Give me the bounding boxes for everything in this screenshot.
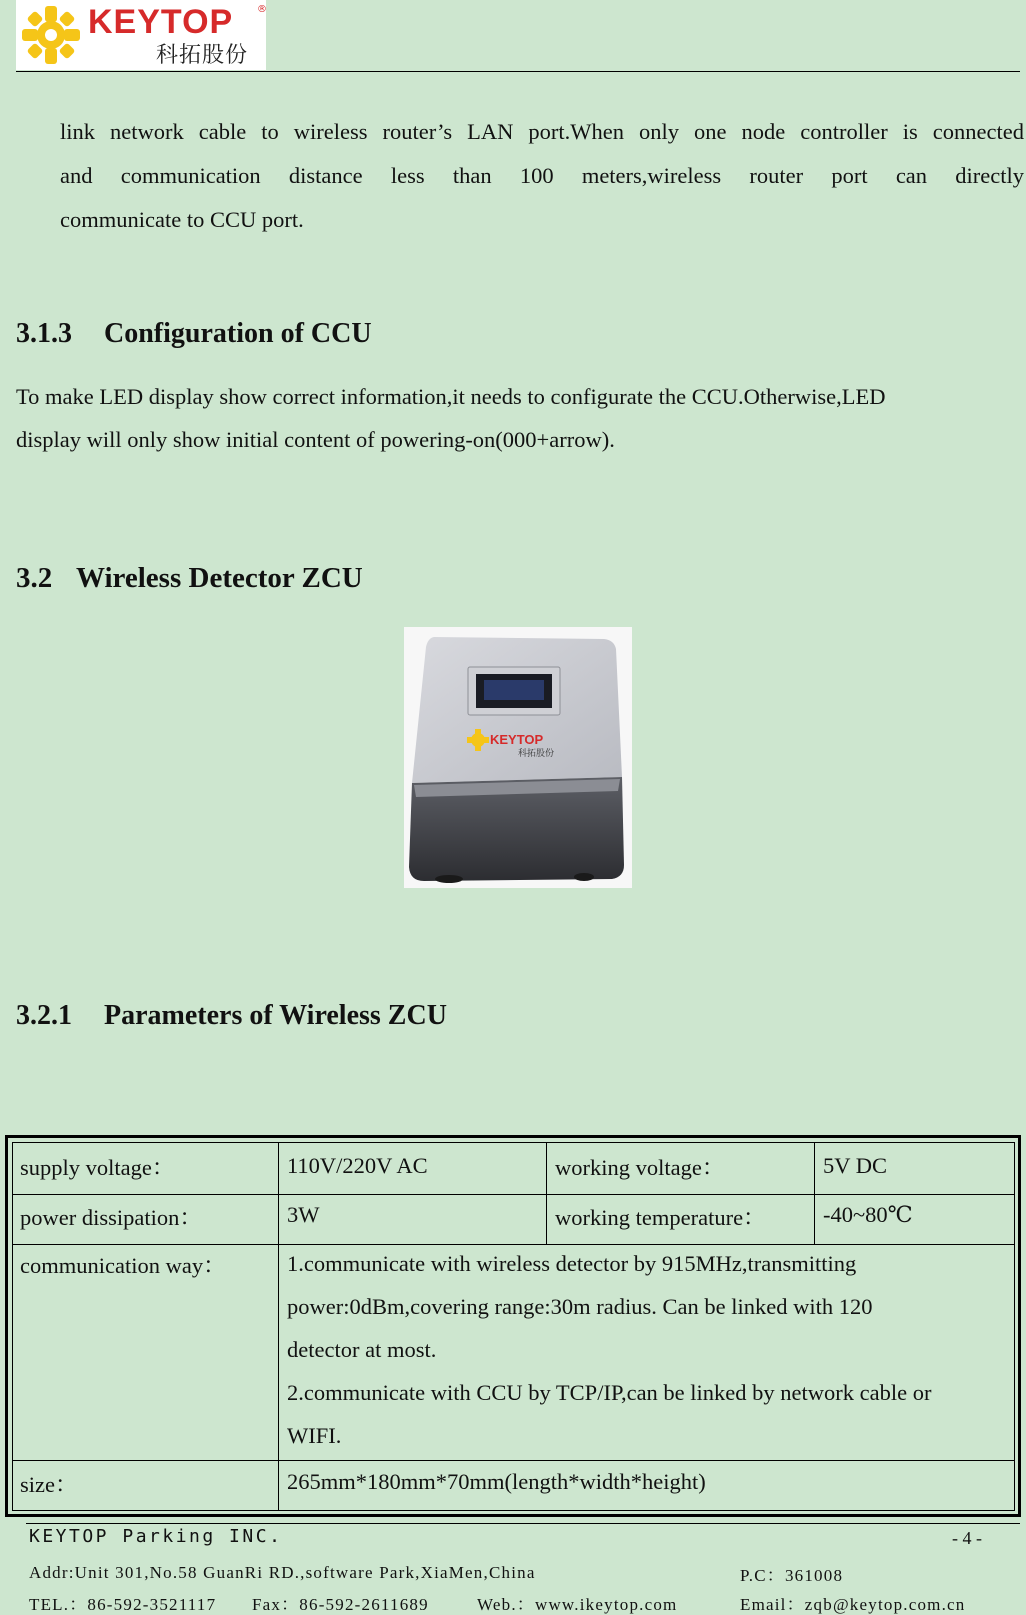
heading-3-2 — [16, 562, 363, 595]
table-cell-value — [279, 1242, 1014, 1457]
comm-line-3: detector at most. — [287, 1337, 437, 1362]
table-inner-top-border — [12, 1142, 1014, 1143]
page-number: - 4 - — [952, 1528, 982, 1548]
logo-wordmark: KEYTOP — [88, 3, 234, 41]
table-cell-value: 5V DC — [823, 1153, 887, 1178]
parameters-table — [5, 1135, 1021, 1517]
table-cell-label: size： — [20, 1472, 78, 1497]
footer-divider — [26, 1523, 1020, 1524]
heading-3-1-3 — [16, 318, 372, 350]
comm-line-4: 2.communicate with CCU by TCP/IP,can be linked by network cable or — [287, 1380, 932, 1405]
intro-paragraph — [60, 110, 1024, 242]
ccu-config-line-2: display will only show initial content of powering-on(000+arrow). — [16, 427, 615, 452]
table-cell-label: communication way： — [20, 1253, 226, 1278]
table-cell-label: supply voltage： — [20, 1155, 175, 1180]
heading-number: 3.2 — [16, 562, 53, 594]
heading-number: 3.2.1 — [16, 1000, 72, 1031]
header-divider — [16, 71, 1020, 72]
comm-line-1: 1.communicate with wireless detector by 915MHz,transmitting — [287, 1251, 857, 1276]
footer-postcode: P.C：361008 — [740, 1566, 844, 1585]
footer-company-name: KEYTOP Parking INC. — [29, 1526, 283, 1547]
intro-line-1: link network cable to wireless router’s LAN port.When only one node controller is connected — [60, 119, 1024, 144]
keytop-puzzle-icon — [20, 4, 82, 66]
table-cell-value: 110V/220V AC — [287, 1153, 428, 1178]
footer-email: Email：zqb@keytop.com.cn — [740, 1595, 966, 1614]
heading-3-2-1 — [16, 1000, 447, 1032]
comm-line-2: power:0dBm,covering range:30m radius. Can be linked with 120 — [287, 1294, 873, 1319]
table-cell-value: 3W — [287, 1202, 320, 1227]
table-cell-label: power dissipation： — [20, 1205, 202, 1230]
footer-website: Web.：www.ikeytop.com — [477, 1595, 678, 1614]
footer-address: Addr:Unit 301,No.58 GuanRi RD.,software Park,XiaMen,China — [29, 1563, 536, 1582]
heading-title: Parameters of Wireless ZCU — [104, 1000, 447, 1031]
company-logo — [16, 0, 266, 70]
logo-chinese-name: 科拓股份 — [156, 43, 249, 68]
heading-title: Wireless Detector ZCU — [76, 562, 363, 594]
footer-telephone: TEL.：86-592-3521117 — [29, 1595, 217, 1614]
ccu-config-paragraph — [16, 375, 1021, 461]
table-cell-label: working voltage： — [555, 1155, 725, 1180]
comm-line-5: WIFI. — [287, 1423, 342, 1448]
zcu-device-illustration — [404, 627, 632, 888]
ccu-config-line-1: To make LED display show correct information,it needs to configurate the CCU.Otherwise,LED — [16, 384, 886, 409]
device-brand-en: KEYTOP — [490, 732, 544, 747]
device-brand-cn: 科拓股份 — [518, 749, 555, 759]
table-inner-right-border — [1014, 1142, 1015, 1511]
table-cell-value: 265mm*180mm*70mm(length*width*height) — [287, 1469, 706, 1494]
heading-number: 3.1.3 — [16, 318, 72, 349]
intro-line-3: communicate to CCU port. — [60, 207, 304, 232]
logo-registered-mark: ® — [257, 4, 267, 15]
table-inner-bottom-border — [12, 1510, 1014, 1511]
footer-fax: Fax：86-592-2611689 — [252, 1595, 429, 1614]
heading-title: Configuration of CCU — [104, 318, 372, 349]
zcu-product-photo — [404, 627, 632, 888]
table-cell-label: working temperature： — [555, 1205, 766, 1230]
table-cell-value: -40~80℃ — [823, 1202, 913, 1227]
intro-line-2: and communication distance less than 100 meters,wireless router port can directly — [60, 163, 1024, 188]
